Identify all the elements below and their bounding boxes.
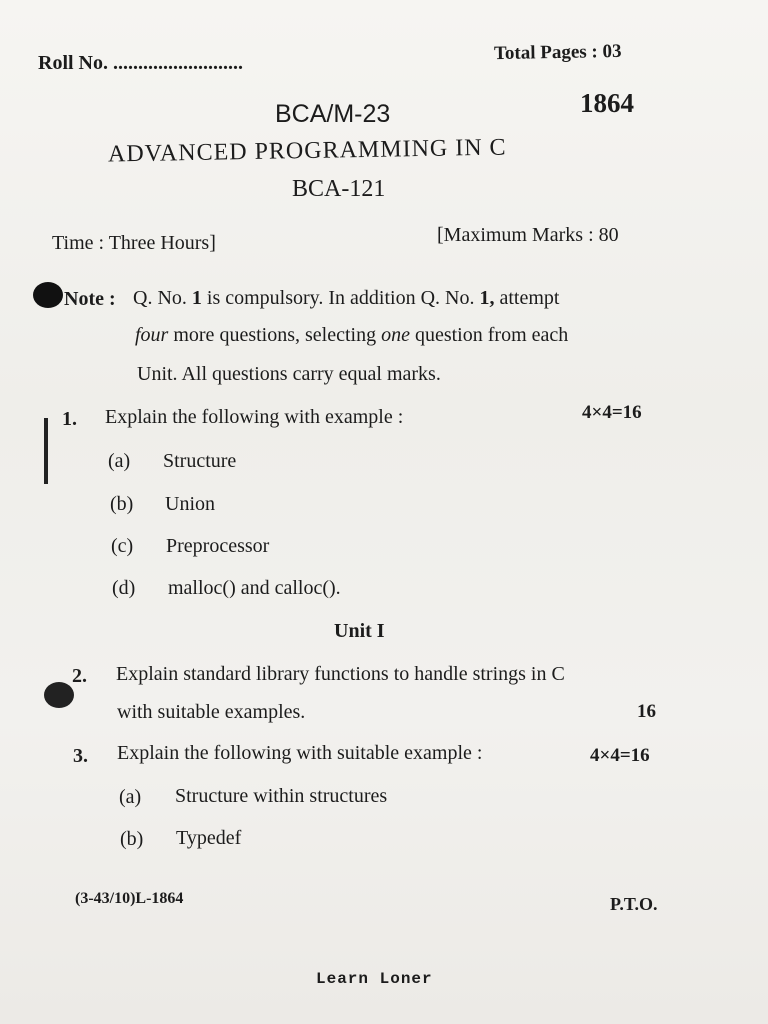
subject-title: ADVANCED PROGRAMMING IN C (107, 134, 507, 168)
note-line-2: four more questions, selecting one question from each (135, 324, 569, 346)
q3-number: 3. (73, 745, 88, 767)
q1-option-label: (c) (111, 535, 134, 557)
exam-time: Time : Three Hours] (52, 232, 216, 254)
margin-mark (44, 418, 48, 484)
total-pages: Total Pages : 03 (493, 40, 622, 65)
roll-number: Roll No. .......................... (38, 52, 243, 74)
q3-marks: 4×4=16 (590, 745, 650, 766)
ink-blot (44, 682, 74, 708)
note-label: Note : (64, 288, 116, 310)
subject-code: BCA-121 (292, 176, 386, 202)
footer-pto: P.T.O. (610, 894, 658, 914)
footer-code: (3-43/10)L-1864 (75, 890, 184, 907)
unit-heading: Unit I (334, 620, 385, 642)
q3-text: Explain the following with suitable example : (117, 742, 483, 764)
q1-option-label: (b) (110, 493, 134, 515)
ink-blot (33, 282, 63, 308)
q3-option-label: (b) (120, 828, 144, 850)
q1-marks: 4×4=16 (582, 402, 642, 423)
q1-option-text: Union (165, 493, 215, 515)
q2-line-2: with suitable examples. (117, 701, 306, 723)
q1-number: 1. (62, 408, 77, 430)
q1-option-text: malloc() and calloc(). (168, 577, 341, 599)
q3-option-text: Structure within structures (175, 785, 388, 807)
q3-option-label: (a) (119, 786, 142, 808)
q1-option-text: Structure (163, 450, 237, 472)
q2-line-1: Explain standard library functions to handle strings in C (116, 663, 565, 685)
max-marks: [Maximum Marks : 80 (437, 224, 619, 246)
note-line-1: Q. No. 1 is compulsory. In addition Q. No. 1, attempt (133, 287, 560, 309)
q1-option-label: (a) (108, 450, 131, 472)
q1-text: Explain the following with example : (105, 406, 404, 428)
q2-marks: 16 (637, 701, 656, 722)
q3-option-text: Typedef (176, 827, 242, 849)
paper-code: BCA/M-23 (275, 100, 391, 128)
q2-number: 2. (72, 665, 87, 687)
note-line-3: Unit. All questions carry equal marks. (137, 363, 441, 385)
q1-option-text: Preprocessor (166, 535, 270, 557)
watermark: Learn Loner (316, 970, 433, 988)
q1-option-label: (d) (112, 577, 136, 599)
paper-number: 1864 (580, 88, 634, 118)
